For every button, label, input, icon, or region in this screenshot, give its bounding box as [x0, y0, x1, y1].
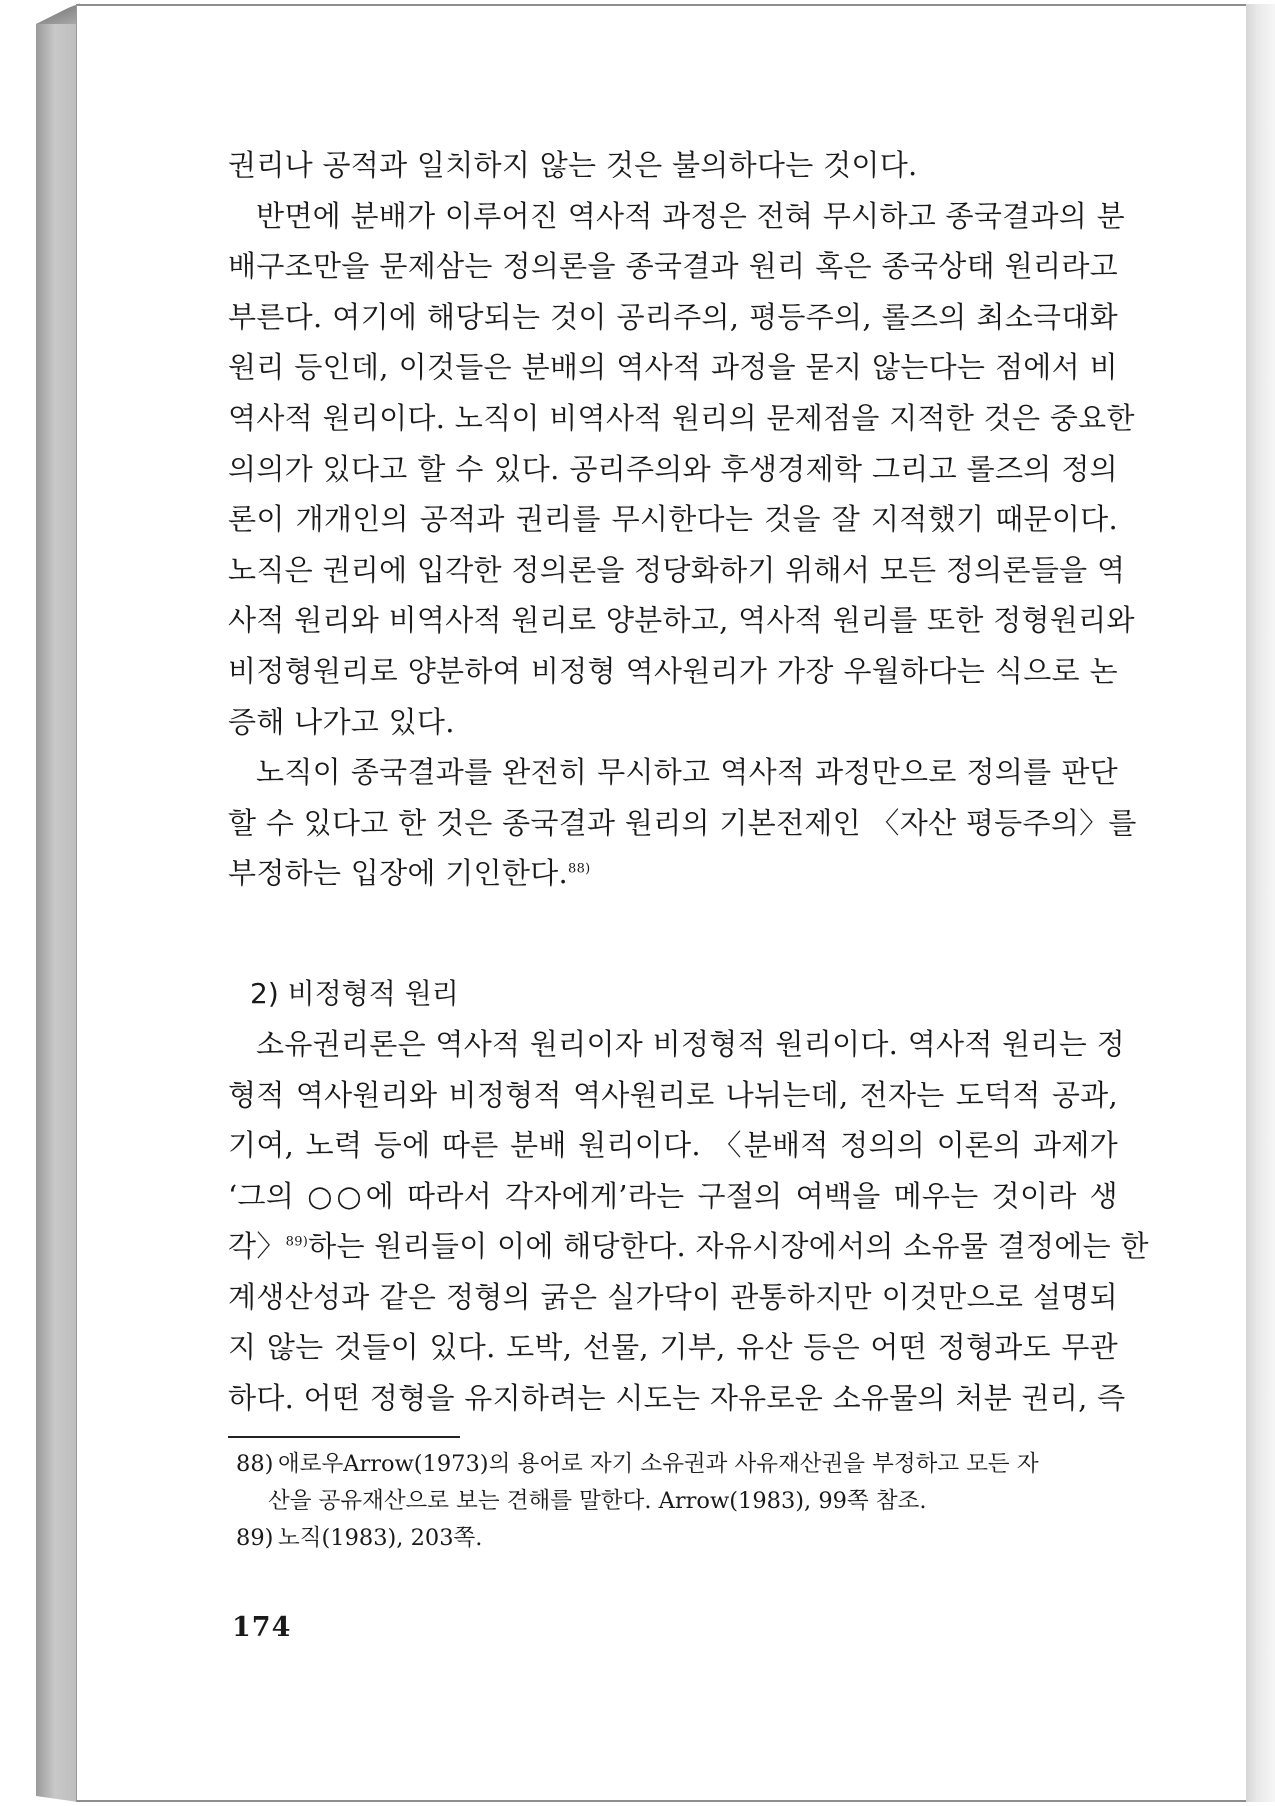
footnote-text: 산을 공유재산으로 보는 견해를 말한다. Arrow(1983), 99쪽 참조.: [268, 1487, 927, 1514]
footnote-89: [228, 1520, 1118, 1557]
footnote-divider: [228, 1436, 460, 1438]
text-line: [228, 1221, 1149, 1272]
text-line: 할 수 있다고 한 것은 종국결과 원리의 기본전제인 〈자산 평등주의〉를: [228, 805, 1137, 840]
text-line: 증해 나가고 있다.: [228, 704, 455, 739]
text-line: 비정형원리로 양분하여 비정형 역사원리가 가장 우월하다는 식으로 논: [228, 653, 1118, 688]
text-line: 사적 원리와 비역사적 원리로 양분하고, 역사적 원리를 또한 정형원리와: [228, 603, 1135, 638]
page-content: [228, 140, 1149, 1557]
paragraph-3: [228, 747, 1137, 899]
text-line: 노직이 종국결과를 완전히 무시하고 역사적 과정만으로 정의를 판단: [256, 755, 1118, 790]
text-line: 론이 개개인의 공적과 권리를 무시한다는 것을 잘 지적했기 때문이다.: [228, 502, 1118, 537]
text-line: 지 않는 것들이 있다. 도박, 선물, 기부, 유산 등은 어떤 정형과도 무관: [228, 1330, 1118, 1365]
text-line: 노직은 권리에 입각한 정의론을 정당화하기 위해서 모든 정의론들을 역: [228, 552, 1126, 587]
footnote-text: 노직(1983), 203쪽.: [278, 1524, 483, 1551]
paragraph-4: [228, 1019, 1149, 1424]
page-edge-shadow: [1246, 4, 1275, 1802]
text-line: 계생산성과 같은 정형의 굵은 실가닥이 관통하지만 이것만으로 설명되: [228, 1279, 1118, 1314]
footnote-ref-89[interactable]: 89): [285, 1234, 309, 1250]
text-line: 반면에 분배가 이루어진 역사적 과정은 전혀 무시하고 종국결과의 분: [256, 198, 1125, 233]
page-spine: [36, 6, 78, 1802]
footnote-ref-88[interactable]: 88): [568, 861, 591, 877]
text-segment: 각〉: [228, 1229, 286, 1264]
section-spacer: [228, 899, 1118, 969]
text-line: 역사적 원리이다. 노직이 비역사적 원리의 문제점을 지적한 것은 중요한: [228, 400, 1135, 435]
footnote-88: [228, 1446, 1118, 1520]
text-line: 배구조만을 문제삼는 정의론을 종국결과 원리 혹은 종국상태 원리라고: [228, 249, 1118, 284]
text-line: 원리 등인데, 이것들은 분배의 역사적 과정을 묻지 않는다는 점에서 비: [228, 350, 1118, 385]
paragraph-1: [228, 140, 1118, 191]
text-line: 소유권리론은 역사적 원리이자 비정형적 원리이다. 역사적 원리는 정: [256, 1026, 1125, 1061]
text-line: 부른다. 여기에 해당되는 것이 공리주의, 평등주의, 롤즈의 최소극대화: [228, 299, 1118, 334]
text-segment: 부정하는 입장에 기인한다.: [228, 856, 569, 891]
footnote-text: 애로우Arrow(1973)의 용어로 자기 소유권과 사유재산권을 부정하고 모든 자: [278, 1450, 1039, 1477]
text-line: 권리나 공적과 일치하지 않는 것은 불의하다는 것이다.: [228, 148, 918, 182]
text-segment: 하는 원리들이 이에 해당한다. 자유시장에서의 소유물 결정에는 한: [308, 1229, 1149, 1264]
text-line: 의의가 있다고 할 수 있다. 공리주의와 후생경제학 그리고 롤즈의 정의: [228, 451, 1118, 486]
page-number: 174: [232, 1612, 292, 1643]
footnote-number: 89): [236, 1524, 274, 1551]
text-line: 기여, 노력 등에 따른 분배 원리이다. 〈분배적 정의의 이론의 과제가: [228, 1128, 1118, 1163]
text-line: ‘그의 ○○에 따라서 각자에게’라는 구절의 여백을 메우는 것이라 생: [228, 1178, 1118, 1213]
section-heading: 2) 비정형적 원리: [250, 976, 459, 1010]
text-line: 형적 역사원리와 비정형적 역사원리로 나뉘는데, 전자는 도덕적 공과,: [228, 1077, 1118, 1112]
text-line: 하다. 어떤 정형을 유지하려는 시도는 자유로운 소유물의 처분 권리, 즉: [228, 1381, 1126, 1416]
page-corner: [36, 2, 80, 24]
paragraph-2: [228, 191, 1135, 748]
text-line: [228, 848, 1118, 899]
footnote-number: 88): [236, 1450, 274, 1477]
